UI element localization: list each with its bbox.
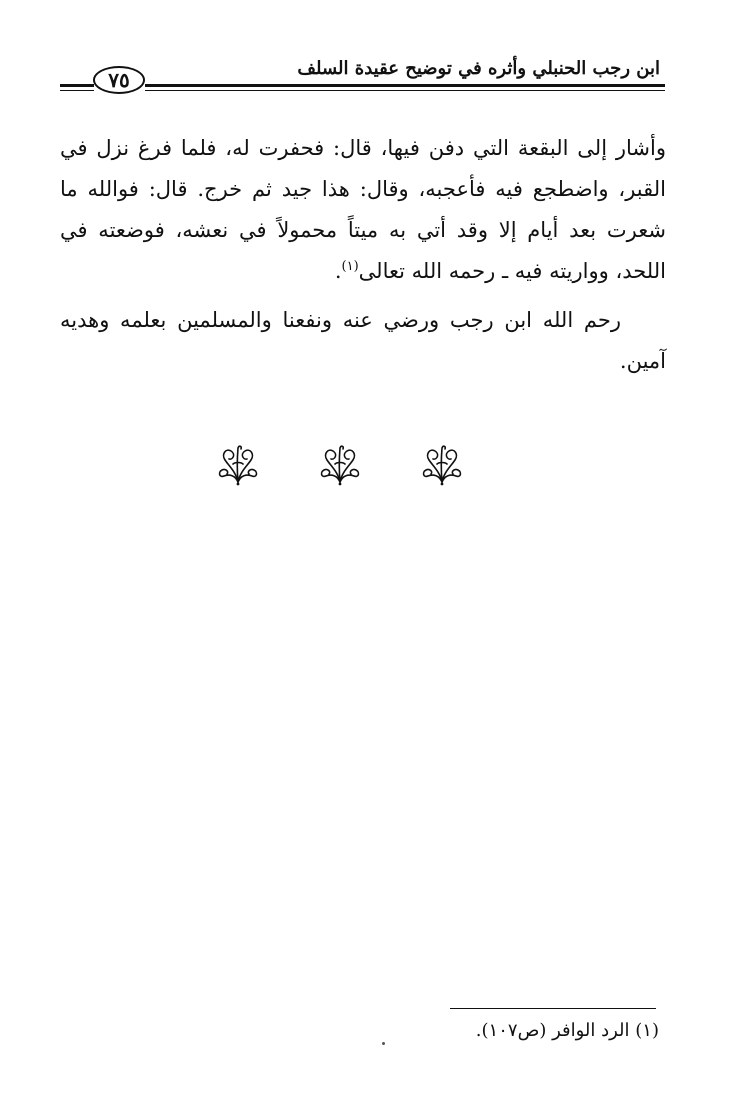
main-text	[60, 128, 666, 382]
floral-ornament-icon	[419, 442, 465, 486]
paragraph-1-end: .	[334, 259, 342, 283]
header-rule-thin	[145, 90, 665, 91]
floral-ornament-icon	[215, 442, 261, 486]
header-rule-left-thin	[60, 90, 94, 91]
print-speck	[382, 1042, 385, 1045]
footnote-separator	[450, 1008, 656, 1009]
paragraph-1-text: وأشار إلى البقعة التي دفن فيها، قال: فحفرت له، فلما فرغ نزل في القبر، واضطجع فيه فأعجبه، وقال: هذا جيد ثم خرج. قال: فوالله ما شعرت بعد أيام إلا وقد أتي به ميتاً محمولاً في نعشه، فوضعته في اللحد، وواريته فيه ـ رحمه الله تعالى	[60, 136, 666, 283]
paragraph-2: رحم الله ابن رجب ورضي عنه ونفعنا والمسلمين بعلمه وهديه آمين.	[60, 308, 666, 373]
running-header-title: ابن رجب الحنبلي وأثره في توضيح عقيدة السلف	[297, 58, 660, 79]
paragraph-1	[60, 128, 666, 292]
page-number: ٧٥	[108, 68, 130, 92]
header-rule-left-thick	[60, 84, 94, 87]
footnote: (١) الرد الوافر (ص١٠٧).	[475, 1020, 659, 1041]
floral-ornament-icon	[317, 442, 363, 486]
header-rule-thick	[145, 84, 665, 87]
footnote-reference[interactable]: (١)	[341, 259, 359, 274]
page-number-badge	[93, 66, 145, 94]
ornament-separator	[215, 440, 465, 488]
